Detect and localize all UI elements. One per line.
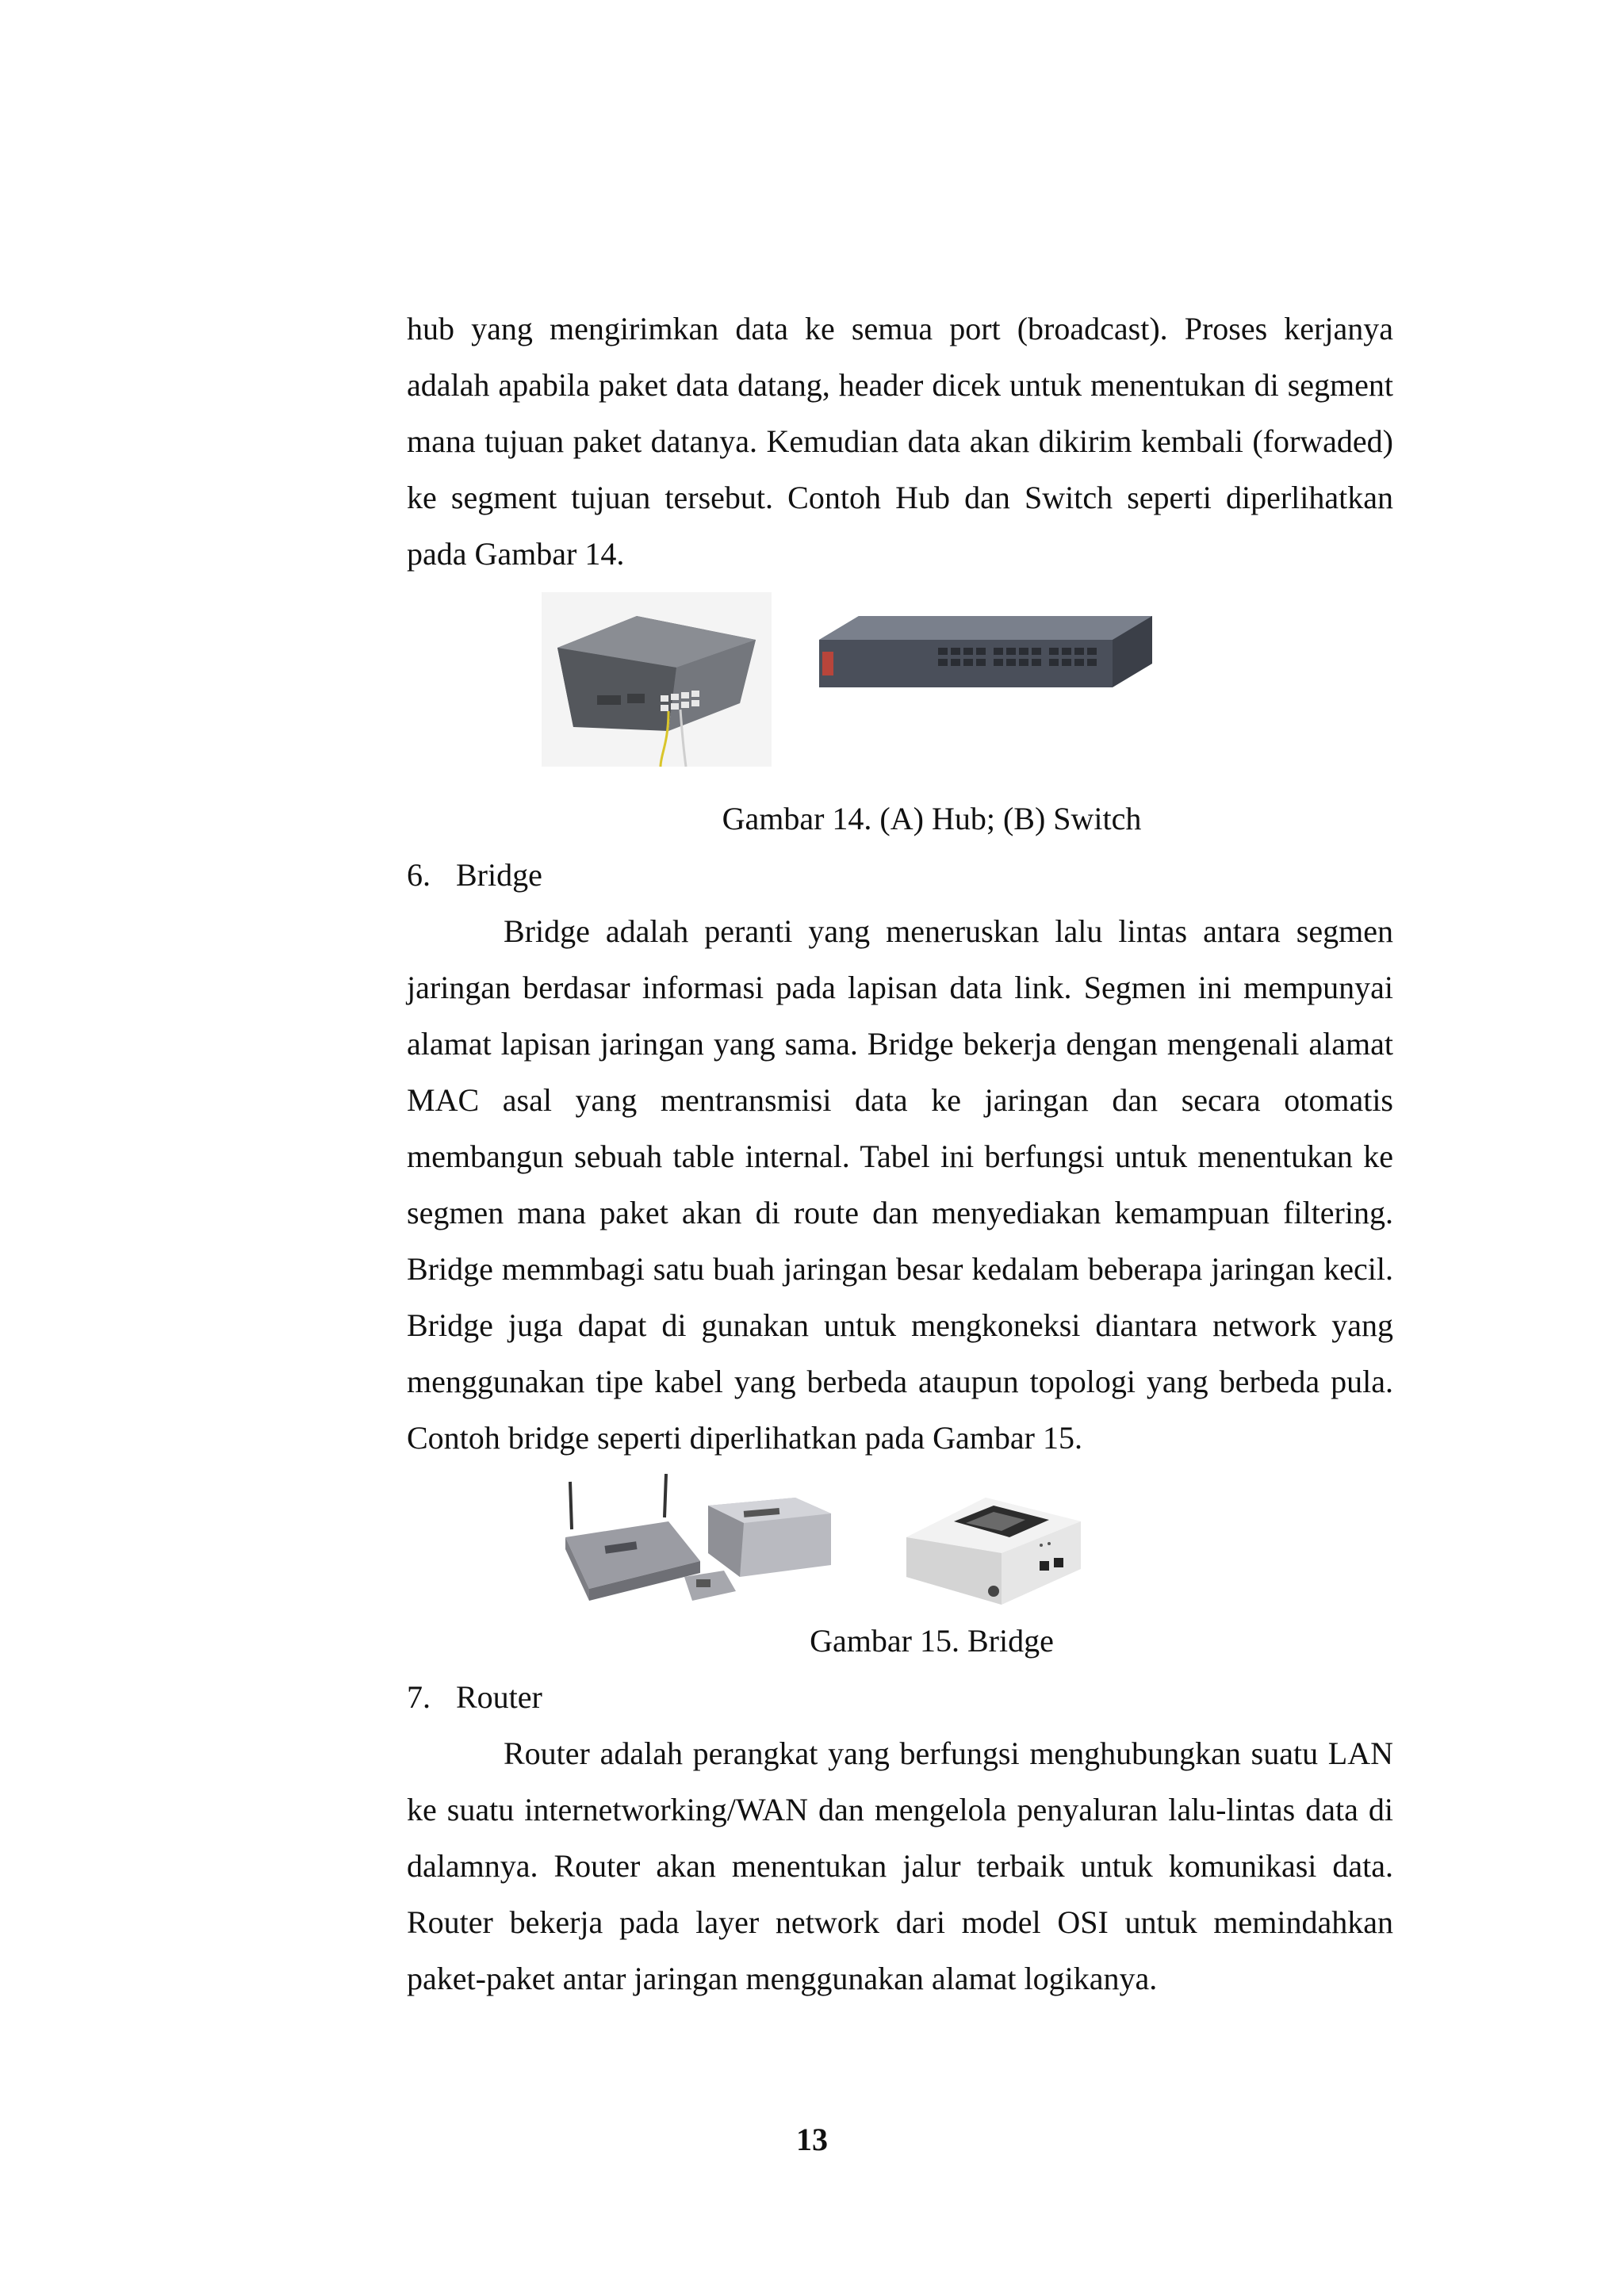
section-6-number: 6. [407, 857, 431, 893]
paragraph-hub-switch: hub yang mengirimkan data ke semua port (broadcast). Proses kerjanya adalah apabila paket data datang, header dicek untuk menentukan di segment mana tujuan paket datanya. Kemudian data akan dikirim kembali (forwaded) ke segment tujuan tersebut. Contoh Hub dan Switch seperti diperlihatkan pada Gambar 14. [407, 311, 1393, 572]
switch-photo [811, 608, 1160, 735]
page-content [407, 300, 1393, 2007]
figure-15 [407, 1474, 1393, 1613]
section-7-title: Router [456, 1679, 542, 1715]
hub-photo [542, 592, 772, 767]
section-6-title: Bridge [456, 857, 542, 893]
paragraph-router: Router adalah perangkat yang berfungsi menghubungkan suatu LAN ke suatu internetworking/WAN dan mengelola penyaluran lalu-lintas data di dalamnya. Router akan menentukan jalur terbaik untuk komunikasi data. Router bekerja pada layer network dari model OSI untuk memindahkan paket-paket antar jaringan menggunakan alamat logikanya. [407, 1735, 1393, 1996]
section-6-heading [407, 847, 1393, 903]
section-7-number: 7. [407, 1679, 431, 1715]
bridge-devices-photo [557, 1474, 859, 1613]
paragraph-bridge: Bridge adalah peranti yang meneruskan lalu lintas antara segmen jaringan berdasar informasi pada lapisan data link. Segmen ini mempunyai alamat lapisan jaringan yang sama. Bridge bekerja dengan mengenali alamat MAC asal yang mentransmisi data ke jaringan dan secara otomatis membangun sebuah table internal. Tabel ini berfungsi untuk menentukan ke segmen mana paket akan di route dan menyediakan kemampuan filtering. Bridge memmbagi satu buah jaringan besar kedalam beberapa jaringan kecil. Bridge juga dapat di gunakan untuk mengkoneksi diantara network yang menggunakan tipe kabel yang berbeda ataupun topologi yang berbeda pula. Contoh bridge seperti diperlihatkan pada Gambar 15. [407, 913, 1393, 1456]
figure-15-caption: Gambar 15. Bridge [810, 1623, 1054, 1659]
figure-14-caption: Gambar 14. (A) Hub; (B) Switch [722, 801, 1142, 836]
figure-14 [407, 592, 1393, 790]
bridge-box-photo [891, 1490, 1097, 1609]
section-7-heading [407, 1669, 1393, 1725]
page-number: 13 [796, 2122, 828, 2157]
